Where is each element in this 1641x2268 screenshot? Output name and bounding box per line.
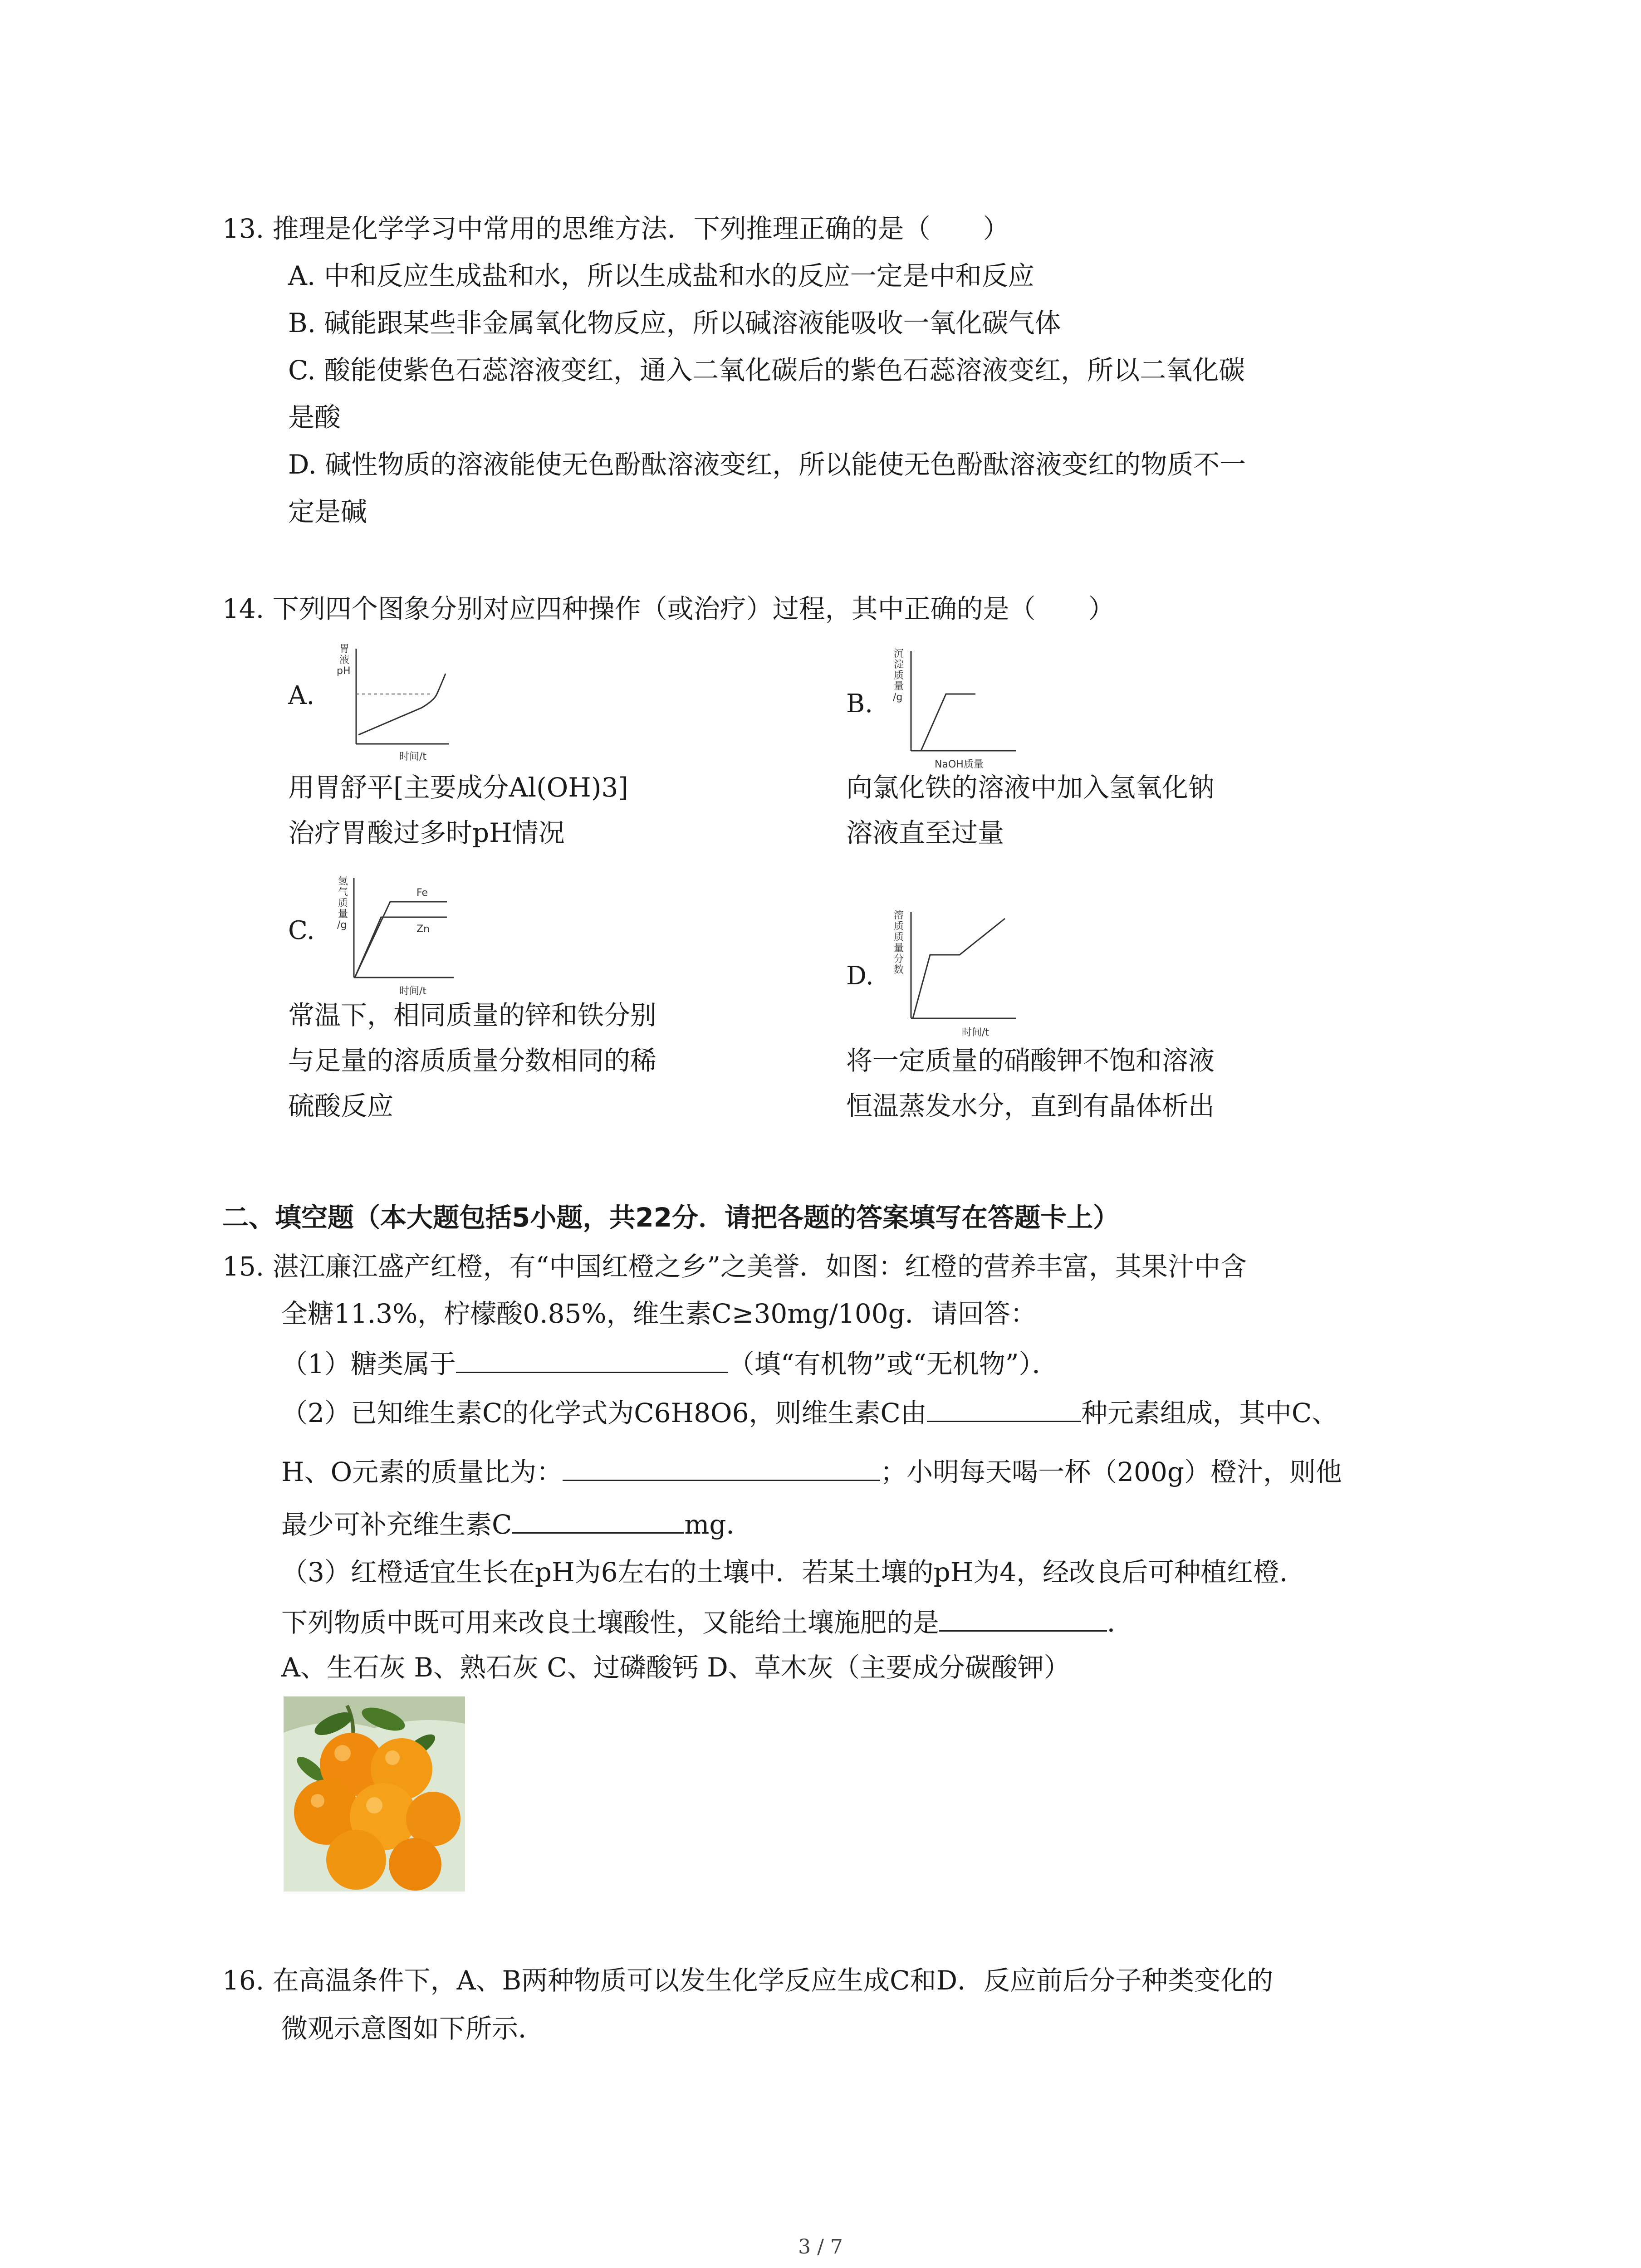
- q15-answer-blank-1[interactable]: [456, 1346, 728, 1373]
- q14-c-graph: [331, 871, 467, 1002]
- q14-c-ylabel-0: 氢: [338, 876, 348, 887]
- q15-answer-blank-4[interactable]: [512, 1507, 684, 1534]
- q14-d-graph: [885, 905, 1030, 1046]
- q14-a-xlabel: 时间/t: [399, 751, 427, 763]
- q14-b-ylabel-1: 淀: [894, 659, 904, 670]
- q13-stem: 13. 推理是化学学习中常用的思维方法．下列推理正确的是（ ）: [222, 213, 1009, 244]
- q14-c-line-zn: Zn: [416, 924, 430, 935]
- q14-b-xlabel: NaOH质量: [935, 759, 984, 770]
- q15-part3-line2: [281, 1605, 1133, 1639]
- q15-part3-prefix: 下列物质中既可用来改良土壤酸性，又能给土壤施肥的是: [281, 1607, 940, 1638]
- q16-line2: 微观示意图如下所示．: [281, 2013, 545, 2044]
- q14-c-desc-line2: 与足量的溶质质量分数相同的稀: [288, 1045, 657, 1076]
- q15-part1: [281, 1346, 1058, 1380]
- q16-line1: 16. 在高温条件下，A、B两种物质可以发生化学反应生成C和D．反应前后分子种类变化的: [222, 1965, 1274, 1996]
- q14-a-graph: [331, 640, 467, 767]
- q15-part2-vc-prefix: 最少可补充维生素C: [281, 1509, 512, 1540]
- q15-part3-suffix: ．: [1107, 1607, 1134, 1638]
- q14-a-ylabel-0: 胃: [339, 644, 350, 655]
- q14-c-ylabel-4: /g: [337, 919, 347, 931]
- q14-d-ylabel-1: 质: [894, 921, 904, 932]
- q15-part2-vc-unit: mg．: [684, 1509, 753, 1540]
- q13-option-c-line2: 是酸: [288, 402, 341, 433]
- q15-part1-suffix: （填“有机物”或“无机物”）．: [728, 1349, 1058, 1379]
- q14-b-desc-line1: 向氯化铁的溶液中加入氢氧化钠: [846, 772, 1215, 803]
- q14-a-letter: A.: [288, 681, 315, 710]
- q14-d-ylabel-3: 量: [894, 943, 904, 954]
- q14-b-ylabel-4: /g: [893, 692, 903, 703]
- q14-b-graph: [885, 644, 1030, 776]
- q14-d-desc-line1: 将一定质量的硝酸钾不饱和溶液: [846, 1045, 1215, 1076]
- q14-d-letter: D.: [846, 961, 874, 991]
- q14-a-desc-line2: 治疗胃酸过多时pH情况: [288, 817, 565, 848]
- q15-part2-line2: [281, 1454, 1342, 1488]
- q14-stem: 14. 下列四个图象分别对应四种操作（或治疗）过程，其中正确的是（ ）: [222, 593, 1115, 624]
- q14-b-ylabel-3: 量: [894, 681, 904, 692]
- q14-b-letter: B.: [846, 689, 873, 719]
- q15-part2-line3: [281, 1507, 753, 1541]
- page-number: 3 / 7: [798, 2235, 843, 2258]
- q14-b-ylabel-2: 质: [894, 670, 904, 681]
- q15-part3-line1: （3）红橙适宜生长在pH为6左右的土壤中．若某土壤的pH为4，经改良后可种植红橙．: [281, 1557, 1306, 1588]
- q15-part2-line1: [281, 1395, 1338, 1429]
- q15-part2-mid: 种元素组成，其中C、: [1081, 1398, 1338, 1428]
- q15-part2-ratio-prefix: H、O元素的质量比为：: [281, 1457, 563, 1487]
- q13-option-b: B. 碱能跟某些非金属氧化物反应，所以碱溶液能吸收一氧化碳气体: [288, 308, 1061, 338]
- q14-c-ylabel-1: 气: [338, 887, 348, 898]
- q15-line1: 15. 湛江廉江盛产红橙，有“中国红橙之乡”之美誉．如图：红橙的营养丰富，其果汁中含: [222, 1251, 1247, 1282]
- q15-options: A、生石灰 B、熟石灰 C、过磷酸钙 D、草木灰（主要成分碳酸钾）: [281, 1652, 1070, 1683]
- q15-answer-blank-5[interactable]: [939, 1605, 1107, 1632]
- section-2-heading: 二、填空题（本大题包括5小题，共22分．请把各题的答案填写在答题卡上）: [222, 1202, 1120, 1233]
- q14-c-ylabel-2: 质: [338, 898, 348, 909]
- q14-d-xlabel: 时间/t: [962, 1027, 989, 1038]
- q14-a-desc-line1: 用胃舒平[主要成分Al(OH)3]: [288, 772, 628, 803]
- q14-a-ylabel-1: 液: [339, 655, 350, 666]
- q14-d-desc-line2: 恒温蒸发水分，直到有晶体析出: [846, 1090, 1215, 1121]
- q13-option-a: A. 中和反应生成盐和水，所以生成盐和水的反应一定是中和反应: [288, 260, 1034, 291]
- q14-c-letter: C.: [288, 916, 315, 945]
- q14-d-ylabel-4: 分: [894, 953, 904, 965]
- q13-option-d-line1: D. 碱性物质的溶液能使无色酚酞溶液变红，所以能使无色酚酞溶液变红的物质不一: [288, 449, 1246, 480]
- q14-c-ylabel-3: 量: [338, 909, 348, 920]
- q14-c-line-fe: Fe: [416, 887, 428, 899]
- q15-part1-prefix: （1）糖类属于: [281, 1349, 456, 1379]
- q14-c-desc-line1: 常温下，相同质量的锌和铁分别: [288, 1000, 657, 1031]
- q14-c-desc-line3: 硫酸反应: [288, 1090, 394, 1121]
- q13-option-d-line2: 定是碱: [288, 496, 367, 527]
- q14-d-ylabel-5: 数: [894, 964, 904, 976]
- q15-answer-blank-3[interactable]: [563, 1454, 880, 1481]
- q15-answer-blank-2[interactable]: [927, 1395, 1081, 1422]
- q14-d-ylabel-0: 溶: [894, 910, 904, 921]
- q15-part2-prefix: （2）已知维生素C的化学式为C6H8O6，则维生素C由: [281, 1398, 927, 1428]
- orange-photo: [284, 1696, 465, 1892]
- q14-b-ylabel-0: 沉: [894, 648, 904, 660]
- q14-c-xlabel: 时间/t: [399, 986, 427, 997]
- q15-line2: 全糖11.3%，柠檬酸0.85%，维生素C≥30mg/100g．请回答：: [281, 1298, 1037, 1329]
- q15-part2-ratio-suffix: ；小明每天喝一杯（200g）橙汁，则他: [880, 1457, 1342, 1487]
- q14-d-ylabel-2: 质: [894, 932, 904, 943]
- q14-b-desc-line2: 溶液直至过量: [846, 817, 1004, 848]
- q13-option-c-line1: C. 酸能使紫色石蕊溶液变红，通入二氧化碳后的紫色石蕊溶液变红，所以二氧化碳: [288, 355, 1245, 386]
- q14-a-ylabel-2: pH: [337, 665, 351, 677]
